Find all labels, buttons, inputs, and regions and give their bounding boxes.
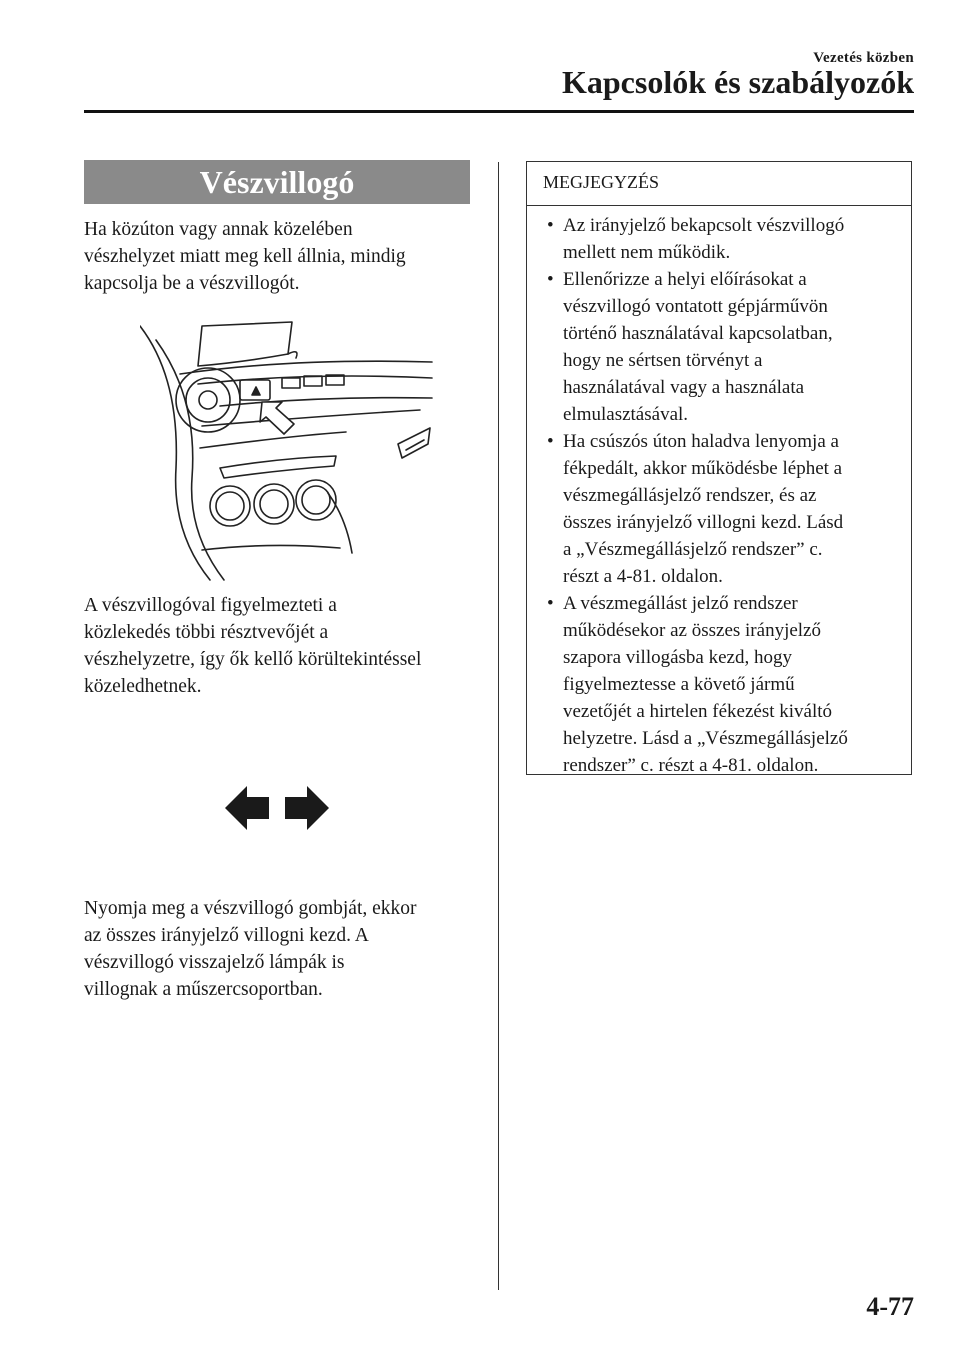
text-line: A vészvillogóval figyelmezteti a xyxy=(84,595,337,616)
note-title: MEGJEGYZÉS xyxy=(527,162,911,206)
text-line: kapcsolja be a vészvillogót. xyxy=(84,273,300,294)
text-line: közeledhetnek. xyxy=(84,676,202,697)
intro-paragraph xyxy=(84,216,484,297)
note-item: • Az irányjelző bekapcsolt vészvillogó mellett nem működik. xyxy=(541,212,911,266)
header-rule xyxy=(84,110,914,113)
text-line: vészhelyzet miatt meg kell állnia, mindig xyxy=(84,246,406,267)
text-line: az összes irányjelző villogni kezd. A xyxy=(84,925,369,946)
section-title: Kapcsolók és szabályozók xyxy=(561,64,914,100)
note-list xyxy=(541,212,911,779)
text-line: vészvillogó visszajelző lámpák is xyxy=(84,952,345,973)
text-line: villognak a műszercsoportban. xyxy=(84,979,323,1000)
bullet: • xyxy=(547,215,554,236)
text-line: Nyomja meg a vészvillogó gombját, ekkor xyxy=(84,898,417,919)
right-arrow-icon xyxy=(285,786,329,830)
hazard-switch-dashboard-illustration xyxy=(140,318,440,583)
left-arrow-icon xyxy=(225,786,269,830)
note-item: • Ellenőrizze a helyi előírásokat a vészvillogó vontatott gépjárművön történő használatával kapcsolatban, hogy ne sértsen törvényt a használatával vagy a használata elmulasztásával. xyxy=(541,266,911,428)
note-box xyxy=(526,161,912,775)
page-number: 4-77 xyxy=(866,1292,914,1321)
text-line: vészhelyzetre, így ők kellő körültekintéssel xyxy=(84,649,422,670)
column-divider xyxy=(498,162,499,1290)
text-line: közlekedés többi résztvevőjét a xyxy=(84,622,329,643)
topic-heading: Vészvillogó xyxy=(84,160,470,204)
turn-signal-arrows-icon xyxy=(225,784,329,832)
warning-paragraph xyxy=(84,592,484,700)
bullet: • xyxy=(547,431,554,452)
bullet: • xyxy=(547,593,554,614)
note-item: • Ha csúszós úton haladva lenyomja a fékpedált, akkor működésbe léphet a vészmegállásjelző rendszer, és az összes irányjelző villogni kezd. Lásd a „Vészmegállásjelző rendszer” c. részt a 4-81. oldalon. xyxy=(541,428,911,590)
chapter-title: Vezetés közben xyxy=(813,50,914,66)
bullet: • xyxy=(547,269,554,290)
note-item: • A vészmegállást jelző rendszer működésekor az összes irányjelző szapora villogásba kezd, hogy figyelmeztesse a követő jármű vezetőjét a hirtelen fékezést kiváltó helyzetre. Lásd a „Vészmegállásjelző rendszer” c. részt a 4-81. oldalon. xyxy=(541,590,911,779)
instruction-paragraph xyxy=(84,895,484,1003)
text-line: Ha közúton vagy annak közelében xyxy=(84,219,353,240)
